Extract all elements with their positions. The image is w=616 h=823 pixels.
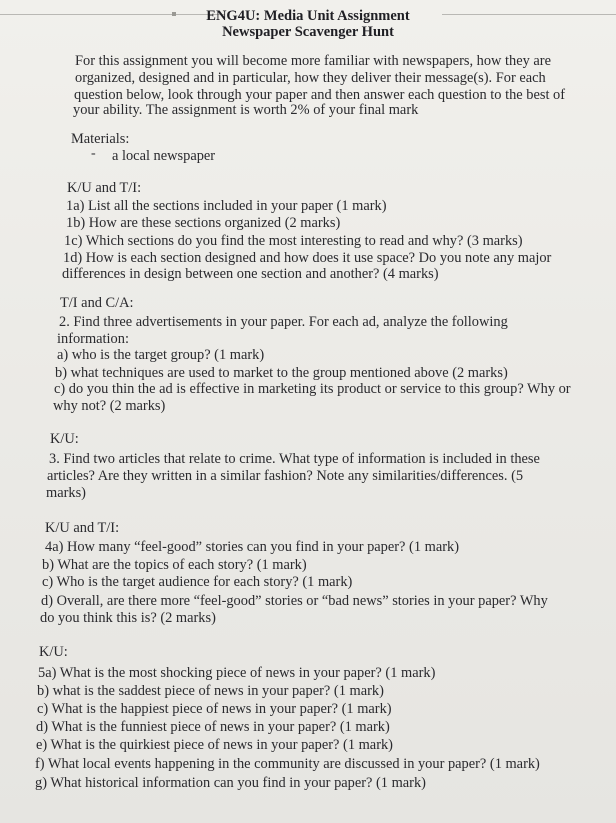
intro-line: question below, look through your paper and then answer each question to the best of bbox=[74, 87, 566, 103]
intro-line: your ability. The assignment is worth 2% of your final mark bbox=[73, 102, 419, 118]
intro-line: For this assignment you will become more familiar with newspapers, how they are bbox=[75, 53, 551, 69]
question-line: 2. Find three advertisements in your paper. For each ad, analyze the following bbox=[59, 314, 508, 330]
question-line: b) what techniques are used to market to the group mentioned above (2 marks) bbox=[55, 365, 508, 381]
question-line: 1a) List all the sections included in your paper (1 mark) bbox=[66, 198, 387, 214]
question-line: do you think this is? (2 marks) bbox=[40, 610, 216, 626]
section-label: K/U and T/I: bbox=[67, 180, 142, 196]
question-line: 1d) How is each section designed and how does it use space? Do you note any major bbox=[63, 250, 552, 266]
section-label: K/U: bbox=[50, 431, 79, 447]
materials-item: a local newspaper bbox=[112, 148, 216, 164]
question-line: c) What is the happiest piece of news in your paper? (1 mark) bbox=[37, 701, 392, 717]
question-line: differences in design between one section and another? (4 marks) bbox=[62, 266, 439, 282]
question-line: d) What is the funniest piece of news in your paper? (1 mark) bbox=[36, 719, 390, 735]
question-line: c) Who is the target audience for each story? (1 mark) bbox=[42, 574, 353, 590]
question-line: why not? (2 marks) bbox=[53, 398, 166, 414]
page-subtitle: Newspaper Scavenger Hunt bbox=[222, 24, 394, 40]
question-line: b) what is the saddest piece of news in your paper? (1 mark) bbox=[37, 683, 384, 699]
question-line: information: bbox=[57, 331, 129, 347]
question-line: 1b) How are these sections organized (2 marks) bbox=[66, 215, 341, 231]
section-label: K/U and T/I: bbox=[45, 520, 120, 536]
question-line: 1c) Which sections do you find the most interesting to read and why? (3 marks) bbox=[64, 233, 523, 249]
question-line: a) who is the target group? (1 mark) bbox=[57, 347, 265, 363]
intro-line: organized, designed and in particular, how they deliver their message(s). For each bbox=[75, 70, 546, 86]
question-line: f) What local events happening in the community are discussed in your paper? (1 mark) bbox=[35, 756, 540, 772]
section-label: K/U: bbox=[39, 644, 68, 660]
question-line: c) do you thin the ad is effective in marketing its product or service to this group? Why or bbox=[54, 381, 571, 397]
page-header bbox=[0, 8, 616, 40]
question-line: 4a) How many “feel-good” stories can you find in your paper? (1 mark) bbox=[45, 539, 459, 555]
question-line: articles? Are they written in a similar fashion? Note any similarities/differences. (5 bbox=[47, 468, 524, 484]
materials-label: Materials: bbox=[71, 131, 130, 147]
question-line: e) What is the quirkiest piece of news in your paper? (1 mark) bbox=[36, 737, 393, 753]
question-line: d) Overall, are there more “feel-good” stories or “bad news” stories in your paper? Why bbox=[41, 593, 548, 609]
question-line: 5a) What is the most shocking piece of news in your paper? (1 mark) bbox=[38, 665, 436, 681]
materials-dash: - bbox=[91, 146, 96, 161]
question-line: marks) bbox=[46, 485, 86, 501]
section-label: T/I and C/A: bbox=[60, 295, 134, 311]
question-line: g) What historical information can you find in your paper? (1 mark) bbox=[35, 775, 426, 791]
question-line: b) What are the topics of each story? (1 mark) bbox=[42, 557, 307, 573]
question-line: 3. Find two articles that relate to crime. What type of information is included in these bbox=[49, 451, 540, 467]
page-title: ENG4U: Media Unit Assignment bbox=[206, 8, 410, 24]
